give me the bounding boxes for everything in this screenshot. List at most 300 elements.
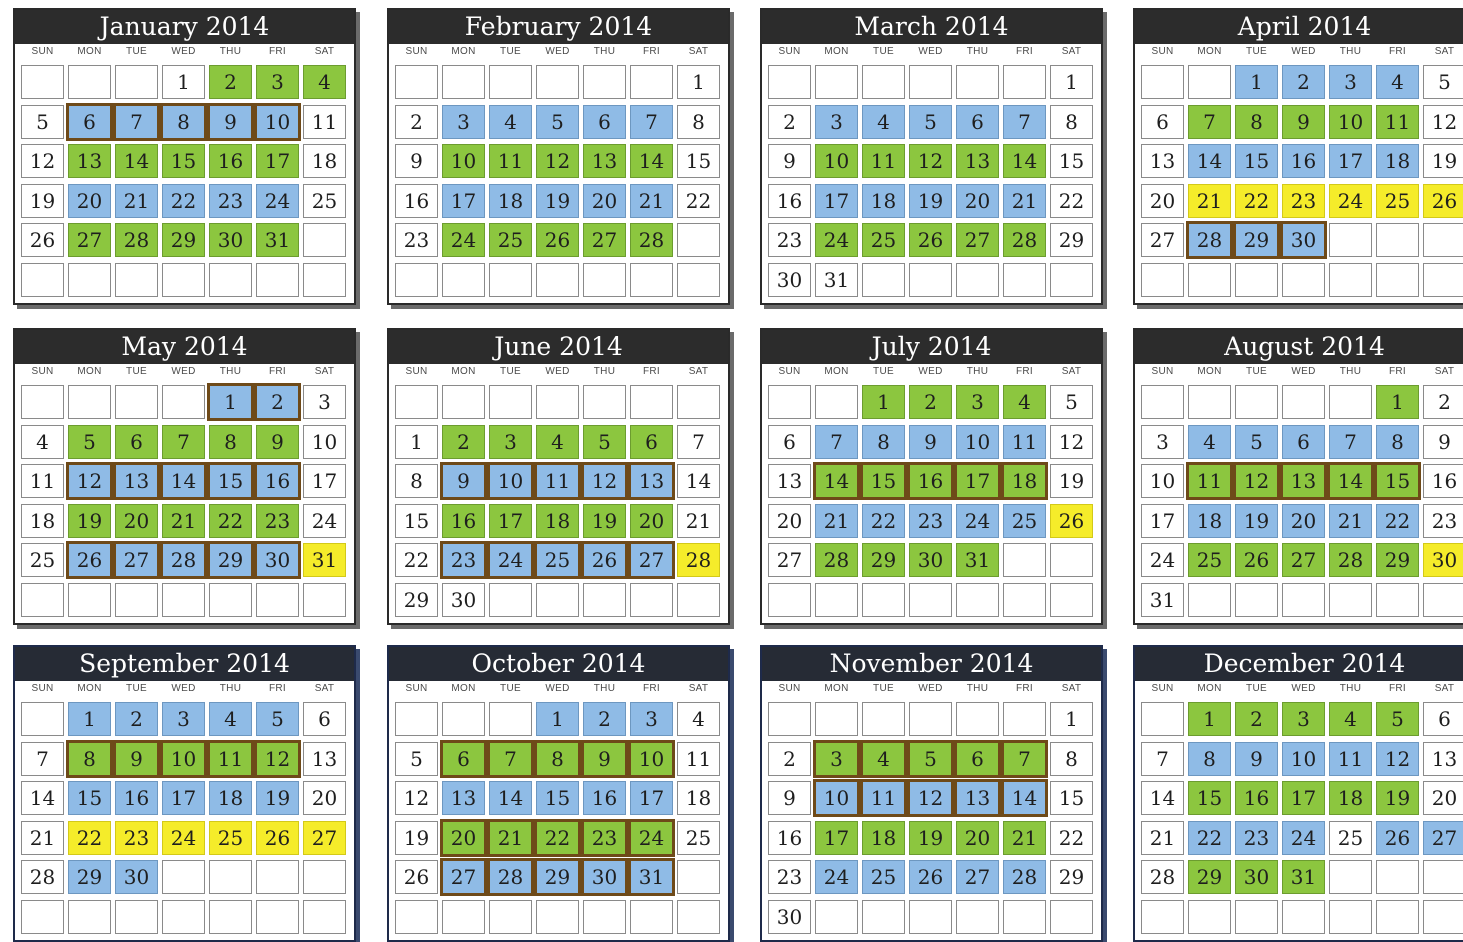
day-cell[interactable]: 4 <box>489 105 532 139</box>
day-cell[interactable]: 27 <box>442 860 485 894</box>
day-cell[interactable]: 23 <box>115 821 158 855</box>
day-cell[interactable]: 6 <box>1141 105 1184 139</box>
day-cell[interactable]: 27 <box>68 223 111 257</box>
day-cell[interactable]: 19 <box>909 184 952 218</box>
day-cell[interactable]: 9 <box>256 425 299 459</box>
day-cell[interactable]: 22 <box>1376 504 1419 538</box>
day-cell[interactable]: 19 <box>1050 464 1093 498</box>
day-cell[interactable]: 15 <box>68 781 111 815</box>
day-cell[interactable]: 7 <box>677 425 720 459</box>
day-cell[interactable]: 31 <box>1282 860 1325 894</box>
day-cell[interactable]: 17 <box>630 781 673 815</box>
day-cell[interactable]: 18 <box>1376 144 1419 178</box>
day-cell[interactable]: 1 <box>862 385 905 419</box>
day-cell[interactable]: 9 <box>583 742 626 776</box>
day-cell[interactable]: 30 <box>442 583 485 617</box>
day-cell[interactable]: 10 <box>1282 742 1325 776</box>
day-cell[interactable]: 5 <box>21 105 64 139</box>
day-cell[interactable]: 17 <box>303 464 346 498</box>
day-cell[interactable]: 28 <box>1003 860 1046 894</box>
day-cell[interactable]: 13 <box>630 464 673 498</box>
day-cell[interactable]: 26 <box>536 223 579 257</box>
day-cell[interactable]: 14 <box>677 464 720 498</box>
day-cell[interactable]: 25 <box>1188 543 1231 577</box>
day-cell[interactable]: 29 <box>536 860 579 894</box>
day-cell[interactable]: 26 <box>68 543 111 577</box>
day-cell[interactable]: 5 <box>395 742 438 776</box>
day-cell[interactable]: 24 <box>1141 543 1184 577</box>
day-cell[interactable]: 6 <box>68 105 111 139</box>
day-cell[interactable]: 14 <box>1188 144 1231 178</box>
day-cell[interactable]: 17 <box>815 184 858 218</box>
day-cell[interactable]: 25 <box>536 543 579 577</box>
day-cell[interactable]: 15 <box>1188 781 1231 815</box>
day-cell[interactable]: 7 <box>1329 425 1372 459</box>
day-cell[interactable]: 26 <box>21 223 64 257</box>
day-cell[interactable]: 24 <box>256 184 299 218</box>
day-cell[interactable]: 3 <box>630 702 673 736</box>
day-cell[interactable]: 5 <box>909 742 952 776</box>
day-cell[interactable]: 11 <box>21 464 64 498</box>
day-cell[interactable]: 14 <box>162 464 205 498</box>
day-cell[interactable]: 12 <box>395 781 438 815</box>
day-cell[interactable]: 8 <box>1050 105 1093 139</box>
day-cell[interactable]: 16 <box>768 184 811 218</box>
day-cell[interactable]: 29 <box>1188 860 1231 894</box>
day-cell[interactable]: 23 <box>1235 821 1278 855</box>
day-cell[interactable]: 16 <box>1235 781 1278 815</box>
day-cell[interactable]: 2 <box>1423 385 1463 419</box>
day-cell[interactable]: 4 <box>677 702 720 736</box>
day-cell[interactable]: 12 <box>909 781 952 815</box>
day-cell[interactable]: 15 <box>162 144 205 178</box>
day-cell[interactable]: 9 <box>768 144 811 178</box>
day-cell[interactable]: 29 <box>862 543 905 577</box>
day-cell[interactable]: 20 <box>303 781 346 815</box>
day-cell[interactable]: 9 <box>1282 105 1325 139</box>
day-cell[interactable]: 11 <box>536 464 579 498</box>
day-cell[interactable]: 19 <box>536 184 579 218</box>
day-cell[interactable]: 28 <box>162 543 205 577</box>
day-cell[interactable]: 23 <box>768 860 811 894</box>
day-cell[interactable]: 19 <box>21 184 64 218</box>
day-cell[interactable]: 27 <box>115 543 158 577</box>
day-cell[interactable]: 16 <box>115 781 158 815</box>
day-cell[interactable]: 8 <box>162 105 205 139</box>
day-cell[interactable]: 5 <box>583 425 626 459</box>
day-cell[interactable]: 15 <box>536 781 579 815</box>
day-cell[interactable]: 11 <box>862 144 905 178</box>
day-cell[interactable]: 29 <box>1050 223 1093 257</box>
day-cell[interactable]: 8 <box>536 742 579 776</box>
day-cell[interactable]: 31 <box>256 223 299 257</box>
day-cell[interactable]: 25 <box>1376 184 1419 218</box>
day-cell[interactable]: 25 <box>677 821 720 855</box>
day-cell[interactable]: 13 <box>1282 464 1325 498</box>
day-cell[interactable]: 3 <box>489 425 532 459</box>
day-cell[interactable]: 18 <box>1329 781 1372 815</box>
day-cell[interactable]: 26 <box>256 821 299 855</box>
day-cell[interactable]: 31 <box>303 543 346 577</box>
day-cell[interactable]: 24 <box>1282 821 1325 855</box>
day-cell[interactable]: 13 <box>442 781 485 815</box>
day-cell[interactable]: 16 <box>583 781 626 815</box>
day-cell[interactable]: 23 <box>256 504 299 538</box>
day-cell[interactable]: 11 <box>677 742 720 776</box>
day-cell[interactable]: 18 <box>677 781 720 815</box>
day-cell[interactable]: 4 <box>1329 702 1372 736</box>
day-cell[interactable]: 17 <box>256 144 299 178</box>
day-cell[interactable]: 3 <box>956 385 999 419</box>
day-cell[interactable]: 19 <box>395 821 438 855</box>
day-cell[interactable]: 19 <box>1235 504 1278 538</box>
day-cell[interactable]: 6 <box>1423 702 1463 736</box>
day-cell[interactable]: 4 <box>21 425 64 459</box>
day-cell[interactable]: 16 <box>1282 144 1325 178</box>
day-cell[interactable]: 10 <box>815 781 858 815</box>
day-cell[interactable]: 27 <box>768 543 811 577</box>
day-cell[interactable]: 22 <box>68 821 111 855</box>
day-cell[interactable]: 28 <box>1003 223 1046 257</box>
day-cell[interactable]: 30 <box>256 543 299 577</box>
day-cell[interactable]: 7 <box>162 425 205 459</box>
day-cell[interactable]: 11 <box>303 105 346 139</box>
day-cell[interactable]: 23 <box>583 821 626 855</box>
day-cell[interactable]: 25 <box>209 821 252 855</box>
day-cell[interactable]: 13 <box>956 144 999 178</box>
day-cell[interactable]: 7 <box>21 742 64 776</box>
day-cell[interactable]: 2 <box>768 742 811 776</box>
day-cell[interactable]: 18 <box>862 821 905 855</box>
day-cell[interactable]: 13 <box>303 742 346 776</box>
day-cell[interactable]: 12 <box>536 144 579 178</box>
day-cell[interactable]: 12 <box>1235 464 1278 498</box>
day-cell[interactable]: 8 <box>1235 105 1278 139</box>
day-cell[interactable]: 12 <box>1376 742 1419 776</box>
day-cell[interactable]: 3 <box>1141 425 1184 459</box>
day-cell[interactable]: 3 <box>1329 65 1372 99</box>
day-cell[interactable]: 12 <box>1050 425 1093 459</box>
day-cell[interactable]: 21 <box>630 184 673 218</box>
day-cell[interactable]: 10 <box>1329 105 1372 139</box>
day-cell[interactable]: 7 <box>630 105 673 139</box>
day-cell[interactable]: 20 <box>956 821 999 855</box>
day-cell[interactable]: 18 <box>303 144 346 178</box>
day-cell[interactable]: 7 <box>1188 105 1231 139</box>
day-cell[interactable]: 26 <box>909 223 952 257</box>
day-cell[interactable]: 26 <box>1050 504 1093 538</box>
day-cell[interactable]: 3 <box>256 65 299 99</box>
day-cell[interactable]: 13 <box>956 781 999 815</box>
day-cell[interactable]: 5 <box>256 702 299 736</box>
day-cell[interactable]: 6 <box>442 742 485 776</box>
day-cell[interactable]: 8 <box>677 105 720 139</box>
day-cell[interactable]: 16 <box>209 144 252 178</box>
day-cell[interactable]: 22 <box>1188 821 1231 855</box>
day-cell[interactable]: 22 <box>209 504 252 538</box>
day-cell[interactable]: 13 <box>68 144 111 178</box>
day-cell[interactable]: 25 <box>862 223 905 257</box>
day-cell[interactable]: 26 <box>583 543 626 577</box>
day-cell[interactable]: 17 <box>162 781 205 815</box>
day-cell[interactable]: 25 <box>489 223 532 257</box>
day-cell[interactable]: 1 <box>395 425 438 459</box>
day-cell[interactable]: 2 <box>256 385 299 419</box>
day-cell[interactable]: 14 <box>1003 781 1046 815</box>
day-cell[interactable]: 7 <box>1003 105 1046 139</box>
day-cell[interactable]: 1 <box>1050 702 1093 736</box>
day-cell[interactable]: 27 <box>583 223 626 257</box>
day-cell[interactable]: 1 <box>1050 65 1093 99</box>
day-cell[interactable]: 26 <box>1423 184 1463 218</box>
day-cell[interactable]: 20 <box>1141 184 1184 218</box>
day-cell[interactable]: 7 <box>815 425 858 459</box>
day-cell[interactable]: 2 <box>1235 702 1278 736</box>
day-cell[interactable]: 1 <box>1188 702 1231 736</box>
day-cell[interactable]: 2 <box>395 105 438 139</box>
day-cell[interactable]: 18 <box>536 504 579 538</box>
day-cell[interactable]: 19 <box>1423 144 1463 178</box>
day-cell[interactable]: 9 <box>768 781 811 815</box>
day-cell[interactable]: 4 <box>536 425 579 459</box>
day-cell[interactable]: 30 <box>1282 223 1325 257</box>
day-cell[interactable]: 14 <box>630 144 673 178</box>
day-cell[interactable]: 20 <box>768 504 811 538</box>
day-cell[interactable]: 21 <box>489 821 532 855</box>
day-cell[interactable]: 15 <box>1376 464 1419 498</box>
day-cell[interactable]: 6 <box>115 425 158 459</box>
day-cell[interactable]: 9 <box>115 742 158 776</box>
day-cell[interactable]: 9 <box>395 144 438 178</box>
day-cell[interactable]: 24 <box>956 504 999 538</box>
day-cell[interactable]: 23 <box>395 223 438 257</box>
day-cell[interactable]: 28 <box>815 543 858 577</box>
day-cell[interactable]: 14 <box>1141 781 1184 815</box>
day-cell[interactable]: 7 <box>489 742 532 776</box>
day-cell[interactable]: 1 <box>677 65 720 99</box>
day-cell[interactable]: 10 <box>303 425 346 459</box>
day-cell[interactable]: 11 <box>1376 105 1419 139</box>
day-cell[interactable]: 20 <box>1282 504 1325 538</box>
day-cell[interactable]: 21 <box>1003 184 1046 218</box>
day-cell[interactable]: 30 <box>1423 543 1463 577</box>
day-cell[interactable]: 24 <box>442 223 485 257</box>
day-cell[interactable]: 29 <box>1235 223 1278 257</box>
day-cell[interactable]: 28 <box>1329 543 1372 577</box>
day-cell[interactable]: 24 <box>162 821 205 855</box>
day-cell[interactable]: 6 <box>1282 425 1325 459</box>
day-cell[interactable]: 10 <box>630 742 673 776</box>
day-cell[interactable]: 21 <box>1329 504 1372 538</box>
day-cell[interactable]: 21 <box>815 504 858 538</box>
day-cell[interactable]: 6 <box>630 425 673 459</box>
day-cell[interactable]: 29 <box>68 860 111 894</box>
day-cell[interactable]: 14 <box>1003 144 1046 178</box>
day-cell[interactable]: 25 <box>303 184 346 218</box>
day-cell[interactable]: 18 <box>1188 504 1231 538</box>
day-cell[interactable]: 22 <box>162 184 205 218</box>
day-cell[interactable]: 3 <box>815 105 858 139</box>
day-cell[interactable]: 13 <box>768 464 811 498</box>
day-cell[interactable]: 26 <box>1235 543 1278 577</box>
day-cell[interactable]: 12 <box>583 464 626 498</box>
day-cell[interactable]: 31 <box>815 263 858 297</box>
day-cell[interactable]: 5 <box>68 425 111 459</box>
day-cell[interactable]: 21 <box>677 504 720 538</box>
day-cell[interactable]: 29 <box>209 543 252 577</box>
day-cell[interactable]: 30 <box>909 543 952 577</box>
day-cell[interactable]: 5 <box>1050 385 1093 419</box>
day-cell[interactable]: 28 <box>1141 860 1184 894</box>
day-cell[interactable]: 1 <box>68 702 111 736</box>
day-cell[interactable]: 11 <box>1188 464 1231 498</box>
day-cell[interactable]: 30 <box>768 263 811 297</box>
day-cell[interactable]: 18 <box>1003 464 1046 498</box>
day-cell[interactable]: 27 <box>1282 543 1325 577</box>
day-cell[interactable]: 5 <box>1376 702 1419 736</box>
day-cell[interactable]: 7 <box>1141 742 1184 776</box>
day-cell[interactable]: 20 <box>630 504 673 538</box>
day-cell[interactable]: 28 <box>630 223 673 257</box>
day-cell[interactable]: 20 <box>68 184 111 218</box>
day-cell[interactable]: 23 <box>442 543 485 577</box>
day-cell[interactable]: 9 <box>442 464 485 498</box>
day-cell[interactable]: 16 <box>909 464 952 498</box>
day-cell[interactable]: 21 <box>115 184 158 218</box>
day-cell[interactable]: 11 <box>489 144 532 178</box>
day-cell[interactable]: 31 <box>630 860 673 894</box>
day-cell[interactable]: 30 <box>209 223 252 257</box>
day-cell[interactable]: 5 <box>1423 65 1463 99</box>
day-cell[interactable]: 11 <box>209 742 252 776</box>
day-cell[interactable]: 12 <box>21 144 64 178</box>
day-cell[interactable]: 9 <box>1423 425 1463 459</box>
day-cell[interactable]: 20 <box>115 504 158 538</box>
day-cell[interactable]: 16 <box>442 504 485 538</box>
day-cell[interactable]: 22 <box>862 504 905 538</box>
day-cell[interactable]: 6 <box>956 105 999 139</box>
day-cell[interactable]: 15 <box>1050 781 1093 815</box>
day-cell[interactable]: 10 <box>1141 464 1184 498</box>
day-cell[interactable]: 23 <box>209 184 252 218</box>
day-cell[interactable]: 1 <box>209 385 252 419</box>
day-cell[interactable]: 11 <box>1003 425 1046 459</box>
day-cell[interactable]: 3 <box>1282 702 1325 736</box>
day-cell[interactable]: 2 <box>442 425 485 459</box>
day-cell[interactable]: 25 <box>862 860 905 894</box>
day-cell[interactable]: 12 <box>256 742 299 776</box>
day-cell[interactable]: 2 <box>209 65 252 99</box>
day-cell[interactable]: 10 <box>489 464 532 498</box>
day-cell[interactable]: 23 <box>909 504 952 538</box>
day-cell[interactable]: 22 <box>395 543 438 577</box>
day-cell[interactable]: 31 <box>1141 583 1184 617</box>
day-cell[interactable]: 21 <box>162 504 205 538</box>
day-cell[interactable]: 26 <box>395 860 438 894</box>
day-cell[interactable]: 8 <box>68 742 111 776</box>
day-cell[interactable]: 10 <box>442 144 485 178</box>
day-cell[interactable]: 24 <box>630 821 673 855</box>
day-cell[interactable]: 13 <box>583 144 626 178</box>
day-cell[interactable]: 30 <box>583 860 626 894</box>
day-cell[interactable]: 20 <box>583 184 626 218</box>
day-cell[interactable]: 31 <box>956 543 999 577</box>
day-cell[interactable]: 28 <box>21 860 64 894</box>
day-cell[interactable]: 17 <box>1141 504 1184 538</box>
day-cell[interactable]: 17 <box>815 821 858 855</box>
day-cell[interactable]: 28 <box>489 860 532 894</box>
day-cell[interactable]: 21 <box>1003 821 1046 855</box>
day-cell[interactable]: 23 <box>1423 504 1463 538</box>
day-cell[interactable]: 3 <box>815 742 858 776</box>
day-cell[interactable]: 30 <box>768 900 811 934</box>
day-cell[interactable]: 3 <box>303 385 346 419</box>
day-cell[interactable]: 29 <box>162 223 205 257</box>
day-cell[interactable]: 9 <box>209 105 252 139</box>
day-cell[interactable]: 24 <box>815 860 858 894</box>
day-cell[interactable]: 2 <box>1282 65 1325 99</box>
day-cell[interactable]: 2 <box>909 385 952 419</box>
day-cell[interactable]: 24 <box>1329 184 1372 218</box>
day-cell[interactable]: 2 <box>115 702 158 736</box>
day-cell[interactable]: 2 <box>768 105 811 139</box>
day-cell[interactable]: 24 <box>815 223 858 257</box>
day-cell[interactable]: 9 <box>1235 742 1278 776</box>
day-cell[interactable]: 15 <box>1050 144 1093 178</box>
day-cell[interactable]: 21 <box>1188 184 1231 218</box>
day-cell[interactable]: 7 <box>115 105 158 139</box>
day-cell[interactable]: 22 <box>1050 821 1093 855</box>
day-cell[interactable]: 10 <box>815 144 858 178</box>
day-cell[interactable]: 20 <box>442 821 485 855</box>
day-cell[interactable]: 19 <box>68 504 111 538</box>
day-cell[interactable]: 29 <box>1376 543 1419 577</box>
day-cell[interactable]: 13 <box>1141 144 1184 178</box>
day-cell[interactable]: 11 <box>862 781 905 815</box>
day-cell[interactable]: 13 <box>1423 742 1463 776</box>
day-cell[interactable]: 4 <box>1376 65 1419 99</box>
day-cell[interactable]: 27 <box>303 821 346 855</box>
day-cell[interactable]: 22 <box>677 184 720 218</box>
day-cell[interactable]: 8 <box>1376 425 1419 459</box>
day-cell[interactable]: 14 <box>489 781 532 815</box>
day-cell[interactable]: 4 <box>862 742 905 776</box>
day-cell[interactable]: 27 <box>1141 223 1184 257</box>
day-cell[interactable]: 27 <box>630 543 673 577</box>
day-cell[interactable]: 18 <box>21 504 64 538</box>
day-cell[interactable]: 12 <box>68 464 111 498</box>
day-cell[interactable]: 10 <box>256 105 299 139</box>
day-cell[interactable]: 19 <box>1376 781 1419 815</box>
day-cell[interactable]: 15 <box>1235 144 1278 178</box>
day-cell[interactable]: 22 <box>1235 184 1278 218</box>
day-cell[interactable]: 6 <box>768 425 811 459</box>
day-cell[interactable]: 14 <box>115 144 158 178</box>
day-cell[interactable]: 25 <box>21 543 64 577</box>
day-cell[interactable]: 28 <box>677 543 720 577</box>
day-cell[interactable]: 1 <box>162 65 205 99</box>
day-cell[interactable]: 18 <box>862 184 905 218</box>
day-cell[interactable]: 24 <box>303 504 346 538</box>
day-cell[interactable]: 4 <box>1188 425 1231 459</box>
day-cell[interactable]: 12 <box>1423 105 1463 139</box>
day-cell[interactable]: 8 <box>395 464 438 498</box>
day-cell[interactable]: 17 <box>1329 144 1372 178</box>
day-cell[interactable]: 17 <box>442 184 485 218</box>
day-cell[interactable]: 24 <box>489 543 532 577</box>
day-cell[interactable]: 13 <box>115 464 158 498</box>
day-cell[interactable]: 29 <box>395 583 438 617</box>
